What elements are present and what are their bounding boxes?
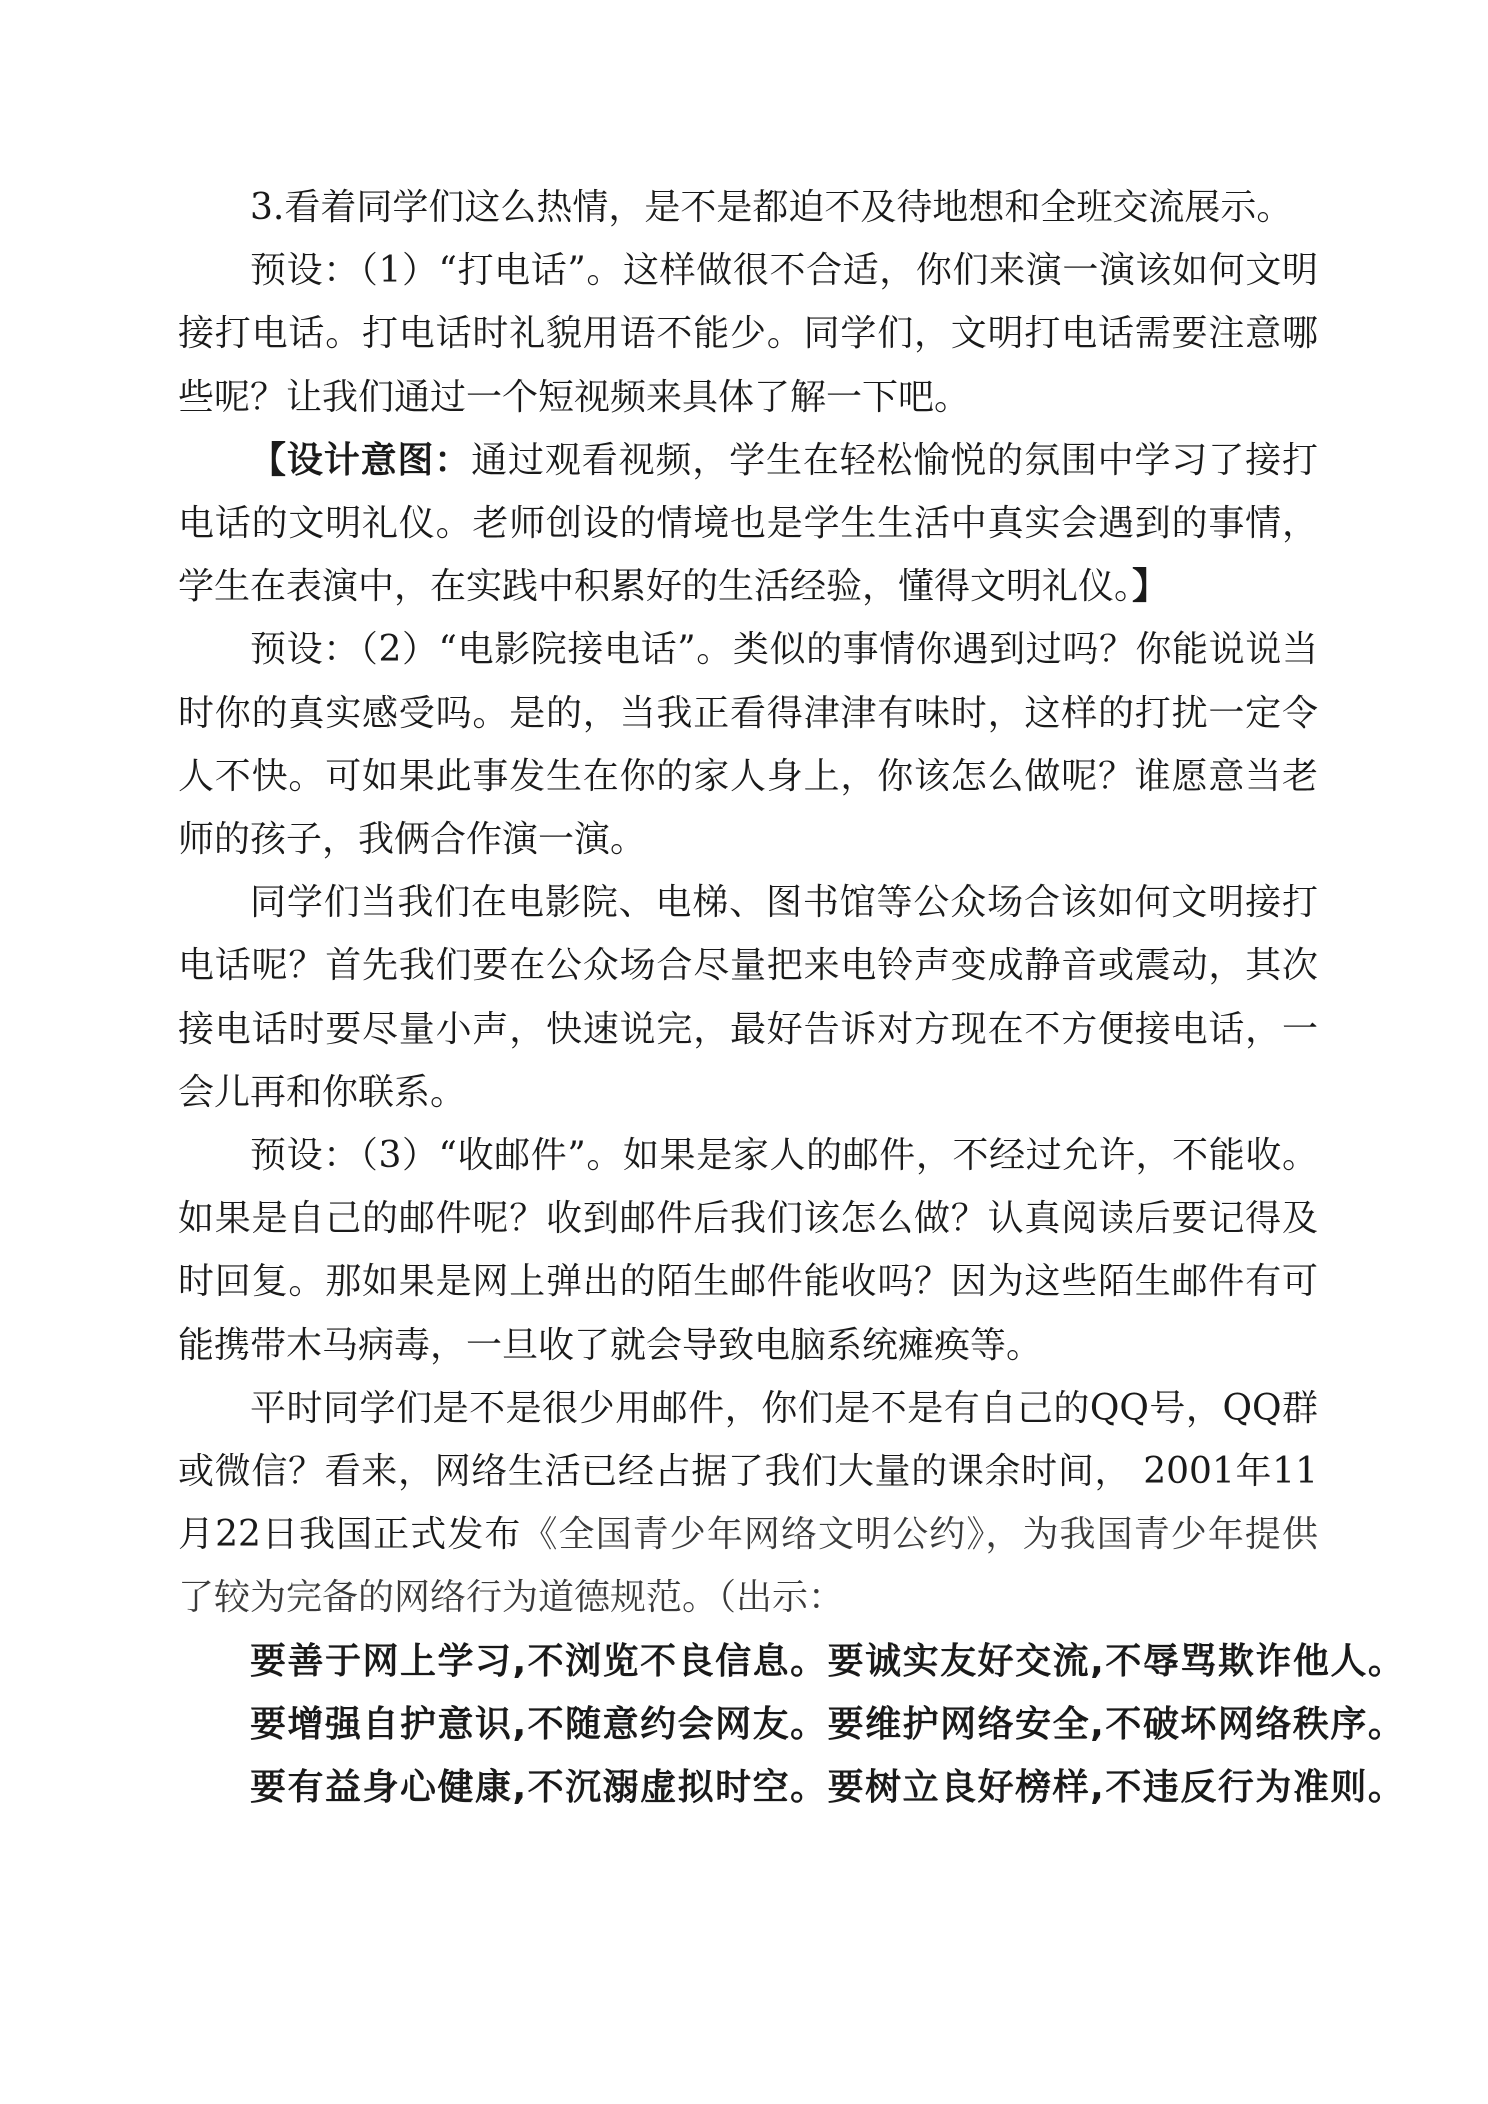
- paragraph-step-3: 3.看着同学们这么热情，是不是都迫不及待地想和全班交流展示。: [250, 187, 1293, 228]
- paragraph-network-convention: [178, 1377, 1318, 1630]
- design-intent-body: 通过观看视频，学生在轻松愉悦的氛围中学习了接打电话的文明礼仪。老师创设的情境也是学生生活中真实会遇到的事情，学生在表演中，在实践中积累好的生活经验，懂得文明礼仪。: [178, 439, 1318, 608]
- document-page: [178, 176, 1406, 1819]
- paragraph-preset-2: 预设：（2）“电影院接电话”。类似的事情你遇到过吗？你能说说当时你的真实感受吗。是的，当我正看得津津有味时，这样的打扰一定令人不快。可如果此事发生在你的家人身上，你该怎么做呢？谁愿意当老师的孩子，我俩合作演一演。: [178, 629, 1318, 861]
- design-close-bracket: 】: [1132, 566, 1169, 608]
- design-intent-block: [178, 429, 1318, 619]
- convention-line-2: 要增强自护意识,不随意约会网友。要维护网络安全,不破坏网络秩序。: [250, 1703, 1406, 1745]
- design-open-bracket: 【: [250, 439, 287, 481]
- paragraph-preset-3: 预设：（3）“收邮件”。如果是家人的邮件，不经过允许，不能收。如果是自己的邮件呢？收到邮件后我们该怎么做？认真阅读后要记得及时回复。那如果是网上弹出的陌生邮件能收吗？因为这些陌生邮件有可能携带木马病毒，一旦收了就会导致电脑系统瘫痪等。: [178, 1135, 1318, 1366]
- convention-line-3: 要有益身心健康,不沉溺虚拟时空。要树立良好榜样,不违反行为准则。: [250, 1767, 1406, 1809]
- design-intent-label: 设计意图：: [286, 439, 472, 481]
- paragraph-preset-1: 预设：（1）“打电话”。这样做很不合适，你们来演一演该如何文明接打电话。打电话时礼貌用语不能少。同学们，文明打电话需要注意哪些呢？让我们通过一个短视频来具体了解一下吧。: [178, 250, 1318, 418]
- network-convention-intro: 平时同学们是不是很少用邮件，你们是不是有自己的QQ号，QQ群或微信？看来，网络生活已经占据了我们大量的课余时间， 2001年11月22日我国正式发布: [178, 1387, 1318, 1556]
- network-convention-title: 《全国青少年网络文明公约》，为我国青少年提供了较为完备的网络行为道德规范。（出示：: [178, 1514, 1318, 1619]
- paragraph-public-places: 同学们当我们在电影院、电梯、图书馆等公众场合该如何文明接打电话呢？首先我们要在公众场合尽量把来电铃声变成静音或震动，其次接电话时要尽量小声，快速说完，最好告诉对方现在不方便接电话，一会儿再和你联系。: [178, 882, 1318, 1113]
- convention-line-1: 要善于网上学习,不浏览不良信息。要诚实友好交流,不辱骂欺诈他人。: [250, 1640, 1406, 1682]
